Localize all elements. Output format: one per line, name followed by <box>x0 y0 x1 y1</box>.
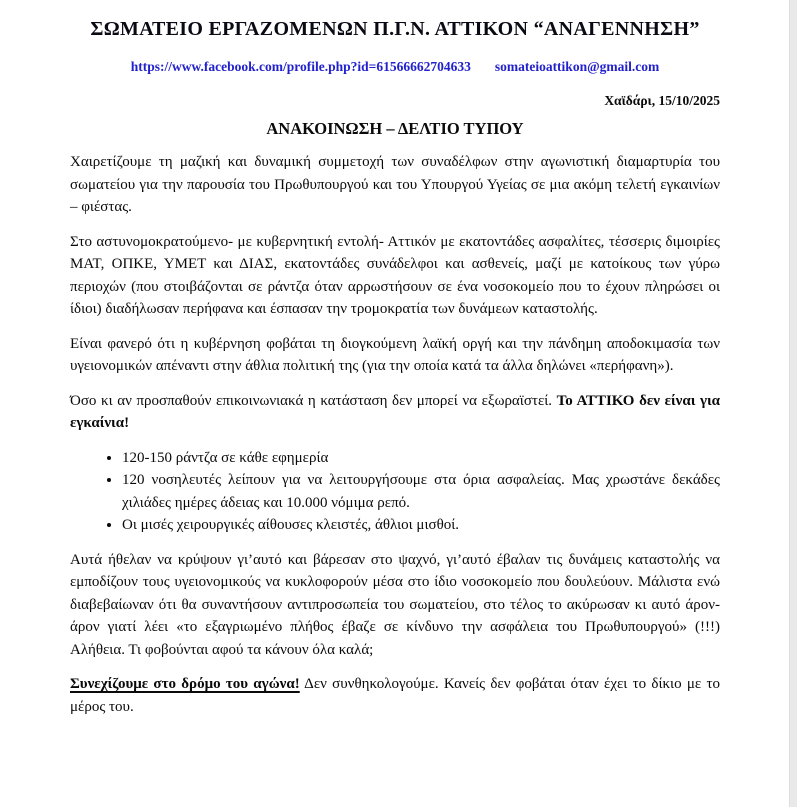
paragraph-closing-text: Δεν συνθηκολογούμε. Κανείς δεν φοβάται όταν έχει το δίκιο με το μέρος του. <box>70 676 720 715</box>
organization-title: ΣΩΜΑΤΕΙΟ ΕΡΓΑΖΟΜΕΝΩΝ Π.Γ.Ν. ΑΤΤΙΚΟΝ “ΑΝΑΓΕΝΝΗΣΗ” <box>90 18 700 40</box>
paragraph-not-for-inauguration <box>70 390 720 435</box>
document-title: ΑΝΑΚΟΙΝΩΣΗ – ΔΕΛΤΙΟ ΤΥΠΟΥ <box>266 119 524 138</box>
list-item-beds: • 120-150 ράντζα σε κάθε εφημερία <box>122 447 720 470</box>
contact-links-row <box>70 57 720 76</box>
paragraph-police-presence: Στο αστυνομοκρατούμενο- με κυβερνητική εντολή- Αττικόν με εκατοντάδες ασφαλίτες, τέσσερις διμοιρίες ΜΑΤ, ΟΠΚΕ, ΥΜΕΤ και ΔΙΑΣ, εκατοντάδες συνάδελφοι και ασθενείς, μαζί με κατοίκους των γύρω περιοχών (που στοιβάζονται σε ράντζα όταν αρρωστήσουν σε ένα νοσοκομείο που το έχουν πληρώσει οι ίδιοι) διαδήλωσαν περήφανα και έσπασαν την τρομοκρατία των δυνάμεων καταστολής. <box>70 233 720 317</box>
place-and-date: Χαϊδάρι, 15/10/2025 <box>604 93 720 108</box>
paragraph-closing-slogan: Συνεχίζουμε στο δρόμο του αγώνα! <box>70 676 300 692</box>
grievance-list <box>70 447 720 537</box>
paragraph-not-for-inauguration-text: Όσο κι αν προσπαθούν επικοινωνιακά η κατάσταση δεν μπορεί να εξωραϊστεί. <box>70 392 553 409</box>
paragraph-greeting: Χαιρετίζουμε τη μαζική και δυναμική συμμετοχή των συναδέλφων στην αγωνιστική διαμαρτυρία του σωματείου για την παρουσία του Πρωθυπουργού και του Υπουργού Υγείας σε μια ακόμη τελετή εγκαινίων – φιέστας. <box>70 154 720 215</box>
list-item-operating-rooms: • Οι μισές χειρουργικές αίθουσες κλειστές, άθλιοι μισθοί. <box>122 514 720 537</box>
paragraph-not-for-inauguration-bold: Το ΑΤΤΙΚΟ δεν είναι για εγκαίνια! <box>70 392 720 431</box>
paragraph-government-fear: Είναι φανερό ότι η κυβέρνηση φοβάται τη διογκούμενη λαϊκή οργή και την πάνδημη αποδοκιμασία των υγειονομικών απέναντι στην άθλια πολιτική της (για την οποία κατά τα άλλα δηλώνει «περήφανη»). <box>70 335 720 374</box>
scrollbar[interactable] <box>789 0 797 807</box>
facebook-profile-link[interactable]: https://www.facebook.com/profile.php?id=61566662704633 <box>130 59 471 74</box>
email-link[interactable]: somateioattikon@gmail.com <box>494 59 660 74</box>
paragraph-repression: Αυτά ήθελαν να κρύψουν γι’αυτό και βάρεσαν στο ψαχνό, γι’αυτό έβαλαν τις δυνάμεις καταστολής να εμποδίζουν τους υγειονομικούς να κυκλοφορούν μέσα στο ίδιο νοσοκομείο που δουλεύουν. Μάλιστα ενώ διαβεβαίωναν ότι θα συναντήσουν αντιπροσωπεία του σωματείου, στο τέλος το ακύρωσαν κι αυτό άρον- άρον γιατί λέει «το εξαγριωμένο πλήθος έβαζε σε κίνδυνο την ασφάλεια του Πρωθυπουργού» (!!!) Αλήθεια. Τι φοβούνται αφού τα κάνουν όλα καλά; <box>70 551 720 658</box>
paragraph-closing <box>70 673 720 718</box>
list-item-nurses: • 120 νοσηλευτές λείπουν για να λειτουργήσουμε στα όρια ασφαλείας. Μας χρωστάνε δεκάδες χιλιάδες ημέρες άδειας και 10.000 νόμιμα ρεπό. <box>122 469 720 514</box>
